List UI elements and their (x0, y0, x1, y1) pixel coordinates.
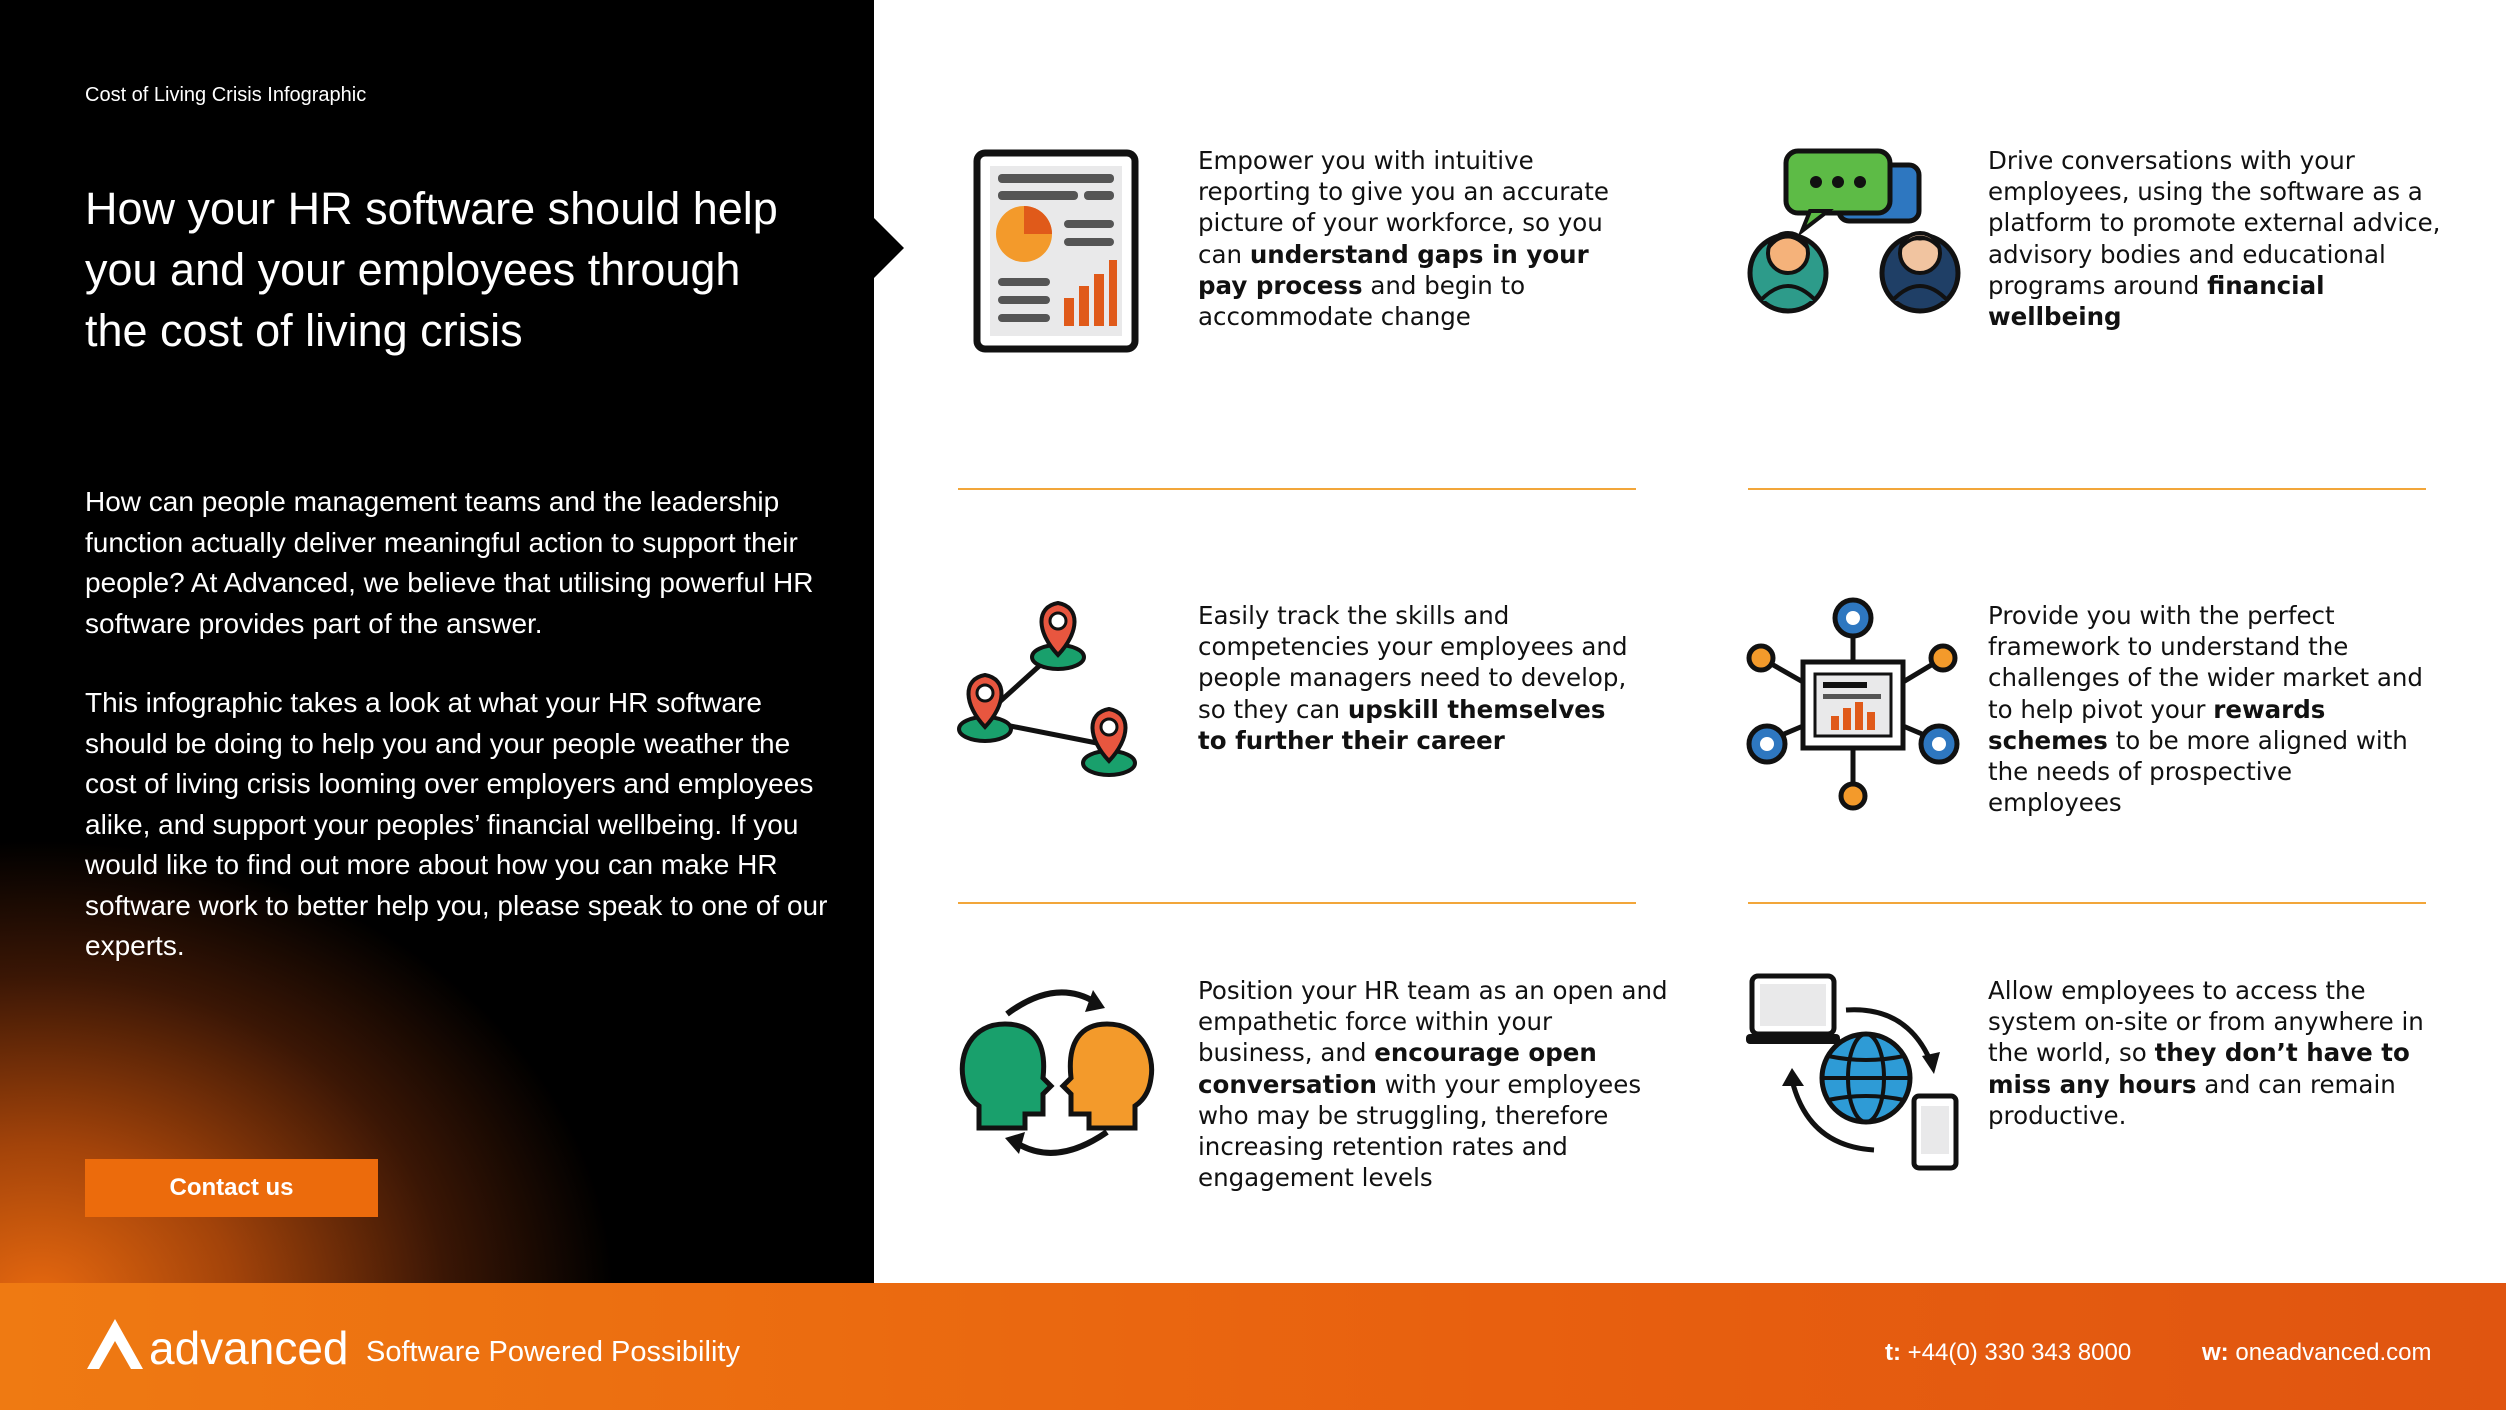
feature-text-run: Allow employees to access the system on-site or from anywhere in the world, so (1988, 976, 2424, 1068)
footer (0, 1283, 2506, 1410)
divider (958, 488, 1636, 490)
left-panel (0, 0, 874, 1283)
feature-text-remote-access (1988, 975, 2428, 1131)
feature-text-open-conversation (1198, 975, 1668, 1193)
feature-text-run: to be more aligned with the needs of prospective employees (1988, 725, 2408, 818)
feature-text-emphasis: financial wellbeing (1988, 270, 2325, 332)
kicker: Cost of Living Crisis Infographic (85, 84, 367, 106)
advanced-logo[interactable] (85, 1311, 349, 1374)
divider (1748, 902, 2426, 904)
feature-text-emphasis: they don’t have to miss any hours (1988, 1038, 2410, 1099)
map-pins-icon (955, 595, 1145, 785)
feature-text-emphasis: encourage open conversation (1198, 1038, 1597, 1099)
global-access-icon (1746, 970, 1976, 1180)
feature-text-run: Provide you with the perfect framework to understand the challenges of the wider market and to help pivot your (1988, 601, 2423, 724)
web-label: w: (2202, 1339, 2229, 1366)
feature-text-emphasis: upskill themselves to further their career (1198, 694, 1606, 755)
tagline: Software Powered Possibility (366, 1336, 740, 1368)
conversation-icon (1744, 145, 1964, 335)
feature-text-run: with your employees who may be struggling, therefore increasing retention rates and engagement levels (1198, 1069, 1642, 1193)
contact-us-button[interactable]: Contact us (85, 1159, 378, 1217)
feature-text-emphasis: rewards schemes (1988, 694, 2326, 755)
intro-paragraph-1: How can people management teams and the leadership function actually deliver meaningful action to support their people? At Advanced, we believe that utilising powerful HR software provides part of the answer. (85, 486, 814, 639)
feature-text-run: Empower you with intuitive reporting to give you an accurate picture of your workforce, so you can (1198, 146, 1609, 269)
network-icon (1743, 596, 1963, 821)
feature-text-run: Position your HR team as an open and empathetic force within your business, and (1198, 976, 1668, 1068)
feature-text-conversations (1988, 145, 2458, 332)
divider (1748, 488, 2426, 490)
feature-text-run: and begin to accommodate change (1198, 270, 1526, 332)
divider (958, 902, 1636, 904)
feature-text-skills (1198, 600, 1638, 756)
panel-pointer (874, 218, 904, 278)
feature-text-reporting (1198, 145, 1638, 332)
feature-text-run: and can remain productive. (1988, 1069, 2396, 1130)
web-contact (2202, 1339, 2431, 1367)
phone-label: t: (1885, 1339, 1901, 1366)
intro-paragraph-2: This infographic takes a look at what your HR software should be doing to help you and your people weather the cost of living crisis looming over employers and employees alike, and support your peoples’ financial wellbeing. If you would like to find out more about how you can make HR software work to better help you, please speak to one of our experts. (85, 687, 828, 961)
website-link[interactable]: oneadvanced.com (2235, 1339, 2432, 1366)
phone-number[interactable]: +44(0) 330 343 8000 (1907, 1339, 2132, 1366)
page-title: How your HR software should help you and your employees through the cost of living crisis (85, 183, 778, 356)
feature-text-run: Easily track the skills and competencies your employees and people managers need to develop, so they can (1198, 601, 1628, 724)
feature-text-framework (1988, 600, 2428, 818)
phone-contact (1885, 1339, 2131, 1367)
heads-exchange-icon (955, 982, 1160, 1167)
brand-name: advanced (149, 1322, 349, 1374)
logo-mark-icon (85, 1317, 145, 1371)
feature-text-run: Drive conversations with your employees, using the software as a platform to promote external advice, advisory bodies and educational programs around (1988, 146, 2441, 300)
feature-text-emphasis: understand gaps in your pay process (1198, 239, 1589, 300)
report-icon (972, 148, 1140, 359)
